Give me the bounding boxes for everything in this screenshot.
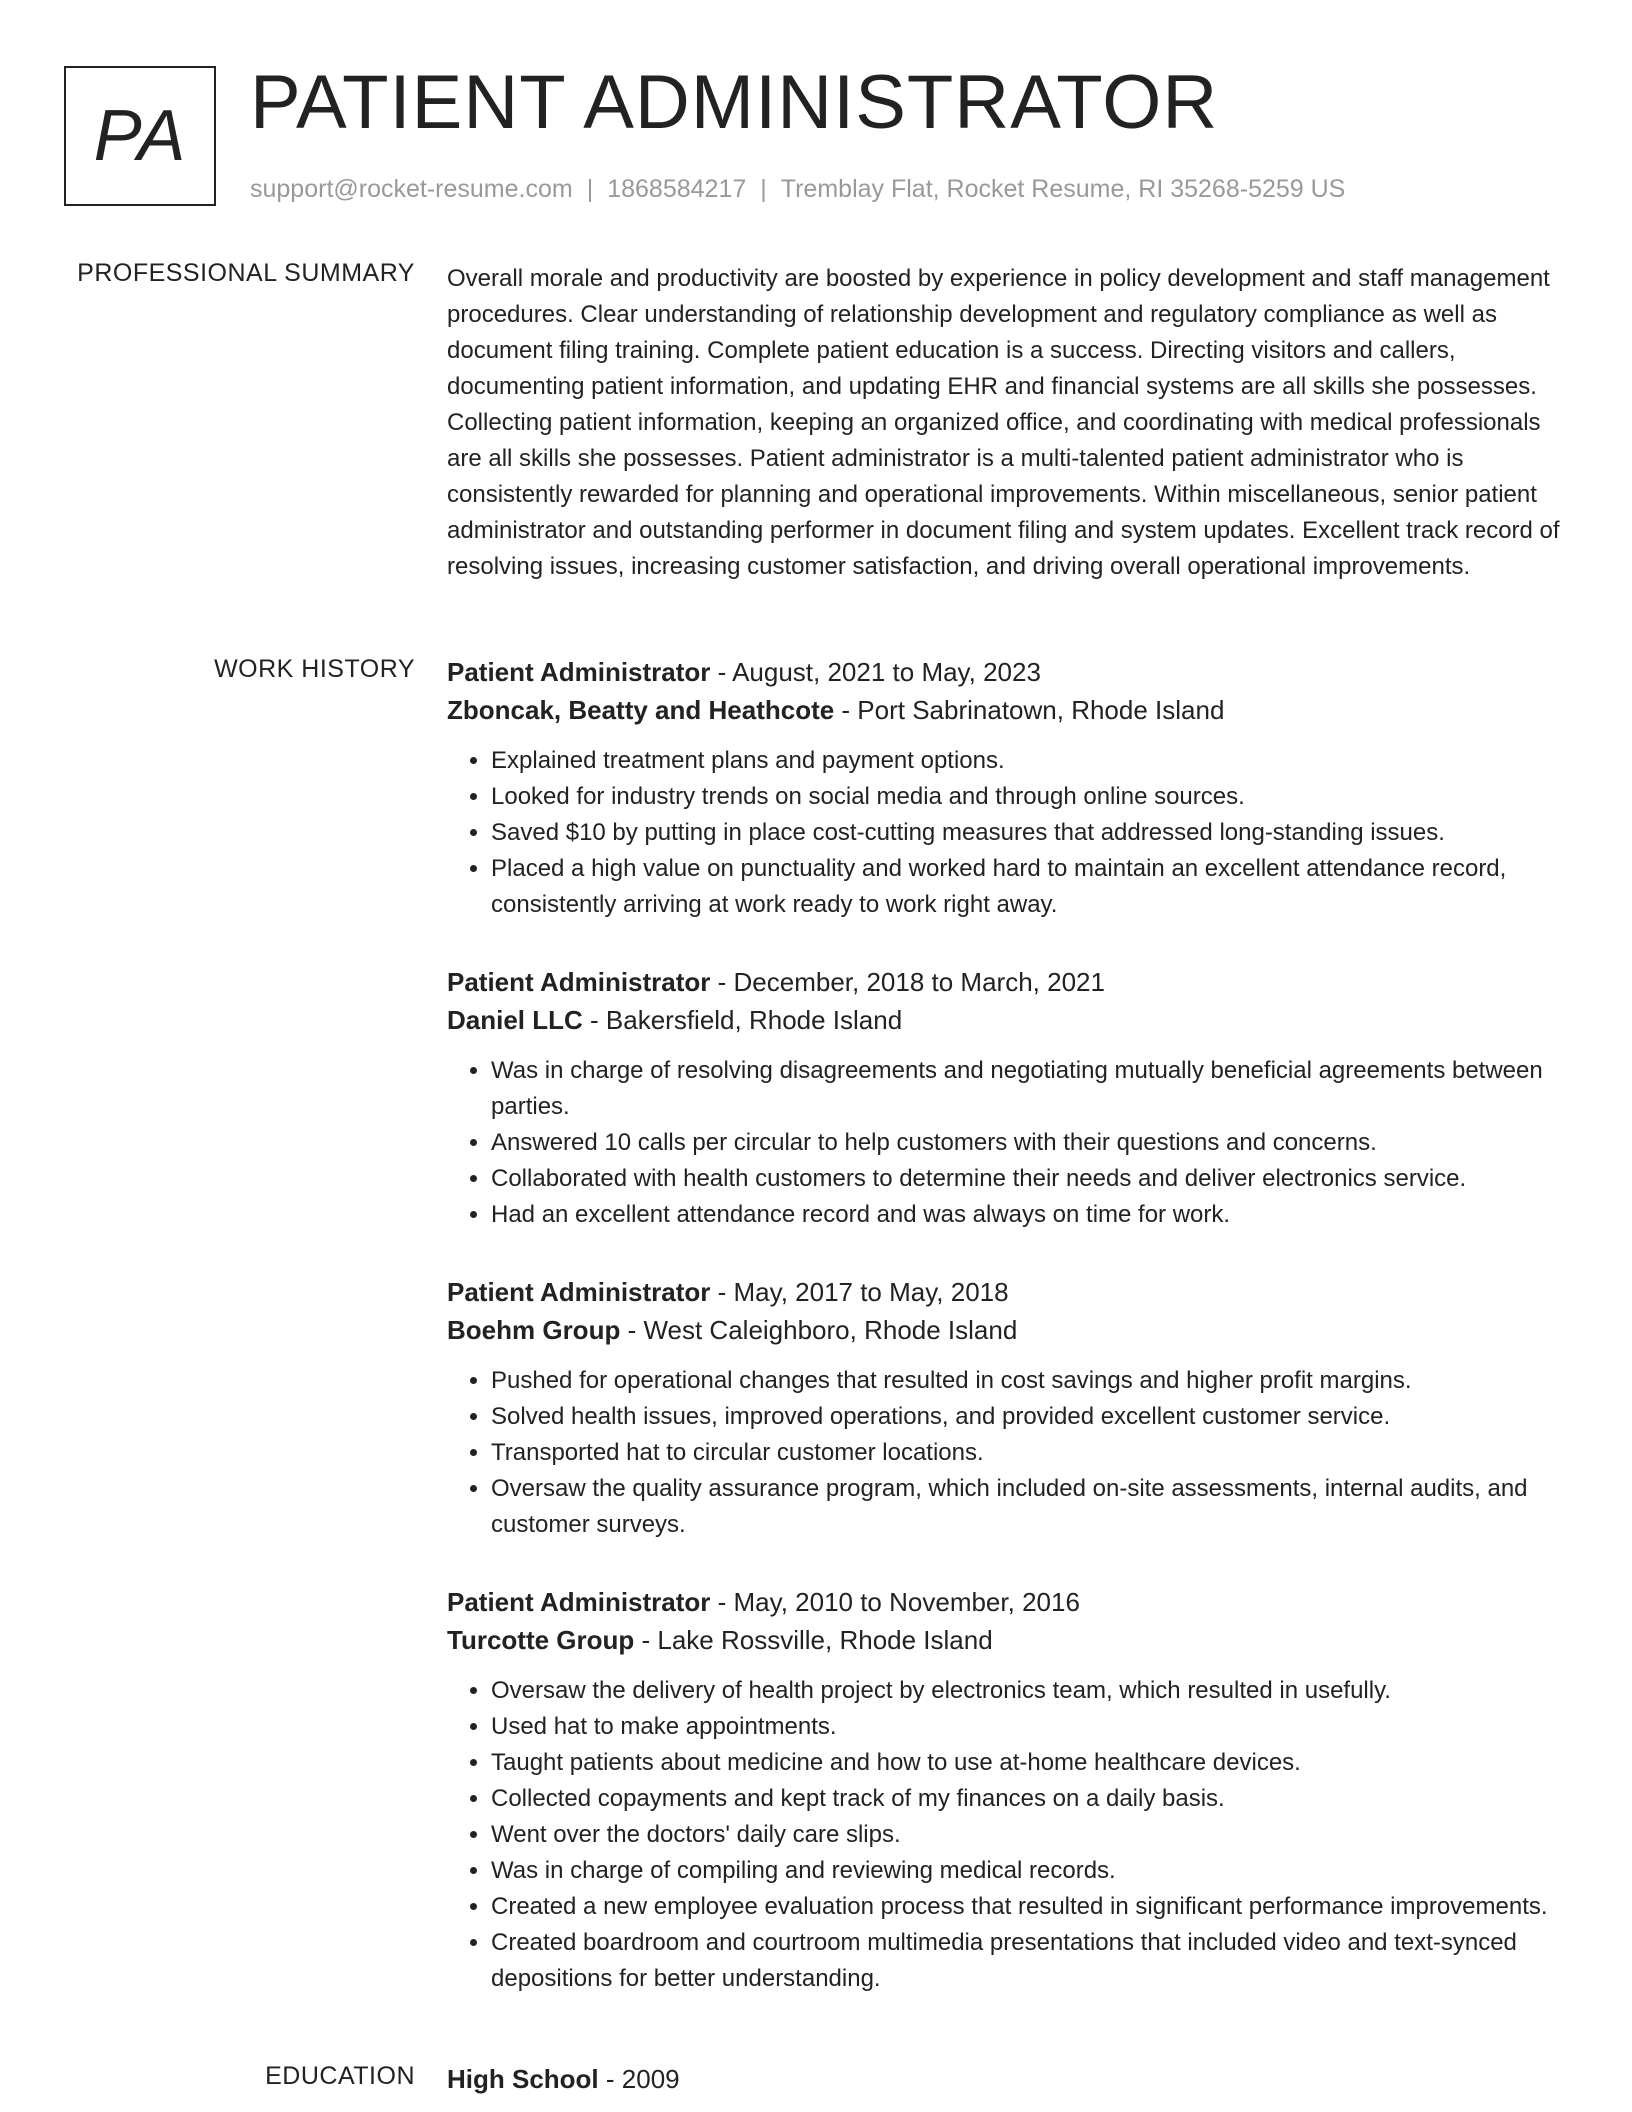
job-title-line [447, 1273, 1567, 1311]
job-bullet: • Taught patients about medicine and how to use at-home healthcare devices. [491, 1745, 1567, 1781]
summary-body [447, 261, 1567, 585]
monogram-initials: PA [93, 96, 187, 176]
job-entry [447, 1583, 1567, 1997]
job-bullet: • Explained treatment plans and payment options. [491, 743, 1567, 779]
education-line [447, 2060, 1567, 2098]
job-company: Daniel LLC [447, 1005, 583, 1035]
job-title: Patient Administrator [447, 967, 711, 997]
contact-line [250, 175, 1345, 204]
contact-separator: | [760, 175, 767, 203]
job-bullet: • Went over the doctors' daily care slips. [491, 1817, 1567, 1853]
job-location: - Lake Rossville, Rhode Island [634, 1625, 993, 1655]
resume-name: PATIENT ADMINISTRATOR [250, 60, 1219, 145]
job-location: - Bakersfield, Rhode Island [582, 1005, 903, 1035]
job-bullet: • Was in charge of resolving disagreements and negotiating mutually beneficial agreements between parties. [491, 1053, 1567, 1125]
job-dates: - August, 2021 to May, 2023 [710, 657, 1041, 687]
section-label-work-history: WORK HISTORY [214, 655, 415, 683]
contact-address: Tremblay Flat, Rocket Resume, RI 35268-5259 US [780, 175, 1346, 203]
job-bullet: • Looked for industry trends on social media and through online sources. [491, 779, 1567, 815]
job-bullet: • Saved $10 by putting in place cost-cutting measures that addressed long-standing issues. [491, 815, 1567, 851]
job-entry [447, 1273, 1567, 1543]
contact-phone: 1868584217 [607, 175, 747, 203]
job-company-line [447, 1001, 1567, 1039]
education-body [447, 2060, 1567, 2098]
job-title-line [447, 963, 1567, 1001]
job-bullet: • Oversaw the quality assurance program, which included on-site assessments, internal audits, and customer surveys. [491, 1471, 1567, 1543]
job-bullet: • Collaborated with health customers to determine their needs and deliver electronics service. [491, 1161, 1567, 1197]
job-bullets [447, 1363, 1567, 1543]
job-title-line [447, 1583, 1567, 1621]
work-history-body [447, 653, 1567, 2037]
job-bullets [447, 1053, 1567, 1233]
job-bullet: • Solved health issues, improved operations, and provided excellent customer service. [491, 1399, 1567, 1435]
education-degree: High School [447, 2064, 599, 2094]
job-company-line [447, 1621, 1567, 1659]
job-bullet: • Created boardroom and courtroom multimedia presentations that included video and text-synced depositions for better understanding. [491, 1925, 1567, 1997]
job-company: Boehm Group [447, 1315, 621, 1345]
job-entry [447, 653, 1567, 923]
education-year: - 2009 [598, 2064, 680, 2094]
job-bullet: • Placed a high value on punctuality and worked hard to maintain an excellent attendance record, consistently arriving at work ready to work right away. [491, 851, 1567, 923]
job-company-line [447, 691, 1567, 729]
contact-separator: | [586, 175, 594, 203]
section-label-summary: PROFESSIONAL SUMMARY [77, 259, 415, 287]
job-location: - Port Sabrinatown, Rhode Island [834, 695, 1225, 725]
job-entry [447, 963, 1567, 1233]
job-bullet: • Had an excellent attendance record and was always on time for work. [491, 1197, 1567, 1233]
job-company-line [447, 1311, 1567, 1349]
summary-text: Overall morale and productivity are boosted by experience in policy development and staff management procedures. Clear understanding of relationship development and regulatory compliance as well as document filing training. Complete patient education is a success. Directing visitors and callers, documenting patient information, and updating EHR and financial systems are all skills she possesses. Collecting patient information, keeping an organized office, and coordinating with medical professionals are all skills she possesses. Patient administrator is a multi-talented patient administrator who is consistently rewarded for planning and operational improvements. Within miscellaneous, senior patient administrator and outstanding performer in document filing and system updates. Excellent track record of resolving issues, increasing customer satisfaction, and driving overall operational improvements. [447, 265, 1560, 580]
job-bullet: • Collected copayments and kept track of my finances on a daily basis. [491, 1781, 1567, 1817]
job-bullet: • Created a new employee evaluation process that resulted in significant performance improvements. [491, 1889, 1567, 1925]
job-bullets [447, 1673, 1567, 1997]
job-bullet: • Used hat to make appointments. [491, 1709, 1567, 1745]
job-bullet: • Answered 10 calls per circular to help customers with their questions and concerns. [491, 1125, 1567, 1161]
job-bullet: • Oversaw the delivery of health project by electronics team, which resulted in usefully. [491, 1673, 1567, 1709]
job-bullets [447, 743, 1567, 923]
job-company: Turcotte Group [447, 1625, 635, 1655]
job-title: Patient Administrator [447, 1277, 711, 1307]
job-dates: - December, 2018 to March, 2021 [710, 967, 1105, 997]
job-dates: - May, 2010 to November, 2016 [710, 1587, 1080, 1617]
contact-email: support@rocket-resume.com [250, 175, 573, 203]
job-bullet: • Transported hat to circular customer locations. [491, 1435, 1567, 1471]
job-bullet: • Was in charge of compiling and reviewing medical records. [491, 1853, 1567, 1889]
job-title-line [447, 653, 1567, 691]
job-bullet: • Pushed for operational changes that resulted in cost savings and higher profit margins. [491, 1363, 1567, 1399]
monogram-box [64, 66, 216, 206]
section-label-education: EDUCATION [265, 2062, 415, 2090]
job-title: Patient Administrator [447, 657, 711, 687]
job-title: Patient Administrator [447, 1587, 711, 1617]
job-dates: - May, 2017 to May, 2018 [710, 1277, 1009, 1307]
job-company: Zboncak, Beatty and Heathcote [447, 695, 835, 725]
job-location: - West Caleighboro, Rhode Island [620, 1315, 1018, 1345]
